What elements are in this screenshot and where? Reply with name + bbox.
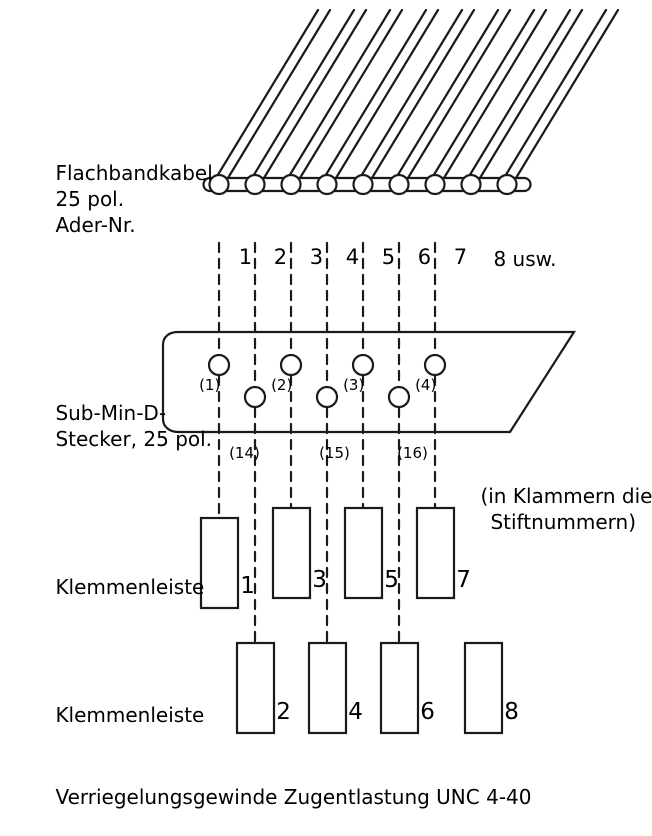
wire-number-1-text: 1 — [238, 245, 253, 269]
label-usw — [468, 220, 557, 298]
terminal-upper-7 — [427, 541, 471, 619]
label-ribbon-cable-wire-no-text: Ader-Nr. — [55, 213, 136, 237]
terminal-lower-2-text: 2 — [276, 699, 291, 725]
label-terminal-strip-upper-text: Klemmenleiste — [55, 575, 205, 599]
footer-note — [30, 758, 531, 836]
pin-number-15-text: (15) — [319, 444, 350, 462]
wire-number-2 — [247, 218, 287, 296]
terminal-upper-3-text: 3 — [312, 567, 327, 593]
label-ribbon-cable-wire-no — [30, 186, 136, 264]
pin-number-2-text: (2) — [271, 376, 293, 394]
pin-number-4 — [396, 346, 436, 424]
pin-number-16 — [378, 414, 428, 492]
pin-number-1 — [180, 346, 220, 424]
terminal-lower-8 — [475, 673, 519, 751]
label-usw-text: 8 usw. — [493, 247, 557, 271]
wire-number-3-text: 3 — [309, 245, 324, 269]
pin-number-14-text: (14) — [229, 444, 260, 462]
terminal-lower-8-text: 8 — [504, 699, 519, 725]
label-connector-line2-text: Stecker, 25 pol. — [55, 427, 213, 451]
terminal-lower-6-text: 6 — [420, 699, 435, 725]
wire-number-6 — [391, 218, 431, 296]
ribbon-conductor-ends — [210, 175, 517, 194]
pin-number-2 — [252, 346, 292, 424]
wire-number-4 — [319, 218, 359, 296]
wire-number-7 — [427, 218, 467, 296]
bracket-note-line2 — [465, 483, 636, 561]
pin-number-3 — [324, 346, 364, 424]
terminal-upper-7-text: 7 — [456, 567, 471, 593]
wire-number-5 — [355, 218, 395, 296]
terminal-upper-5-text: 5 — [384, 567, 399, 593]
terminal-lower-2 — [247, 673, 291, 751]
wire-number-4-text: 4 — [345, 245, 360, 269]
pin-number-1-text: (1) — [199, 376, 221, 394]
pin-number-4-text: (4) — [415, 376, 437, 394]
wire-number-2-text: 2 — [273, 245, 288, 269]
terminal-lower-4 — [319, 673, 363, 751]
wire-number-5-text: 5 — [381, 245, 396, 269]
label-terminal-strip-upper — [30, 548, 204, 626]
label-ribbon-cable-poles-text: 25 pol. — [55, 187, 125, 211]
pin-number-3-text: (3) — [343, 376, 365, 394]
terminal-lower-4-text: 4 — [348, 699, 363, 725]
label-terminal-strip-lower-text: Klemmenleiste — [55, 703, 205, 727]
bracket-note-line1-text: (in Klammern die — [480, 484, 652, 508]
terminal-upper-1-text: 1 — [240, 573, 255, 599]
pin-number-15 — [300, 414, 350, 492]
ribbon-cable-conductors — [216, 10, 618, 178]
wire-number-3 — [283, 218, 323, 296]
terminal-lower-6 — [391, 673, 435, 751]
label-connector-line1-text: Sub-Min-D- — [55, 401, 167, 425]
pin-number-14 — [210, 414, 260, 492]
terminal-upper-1 — [211, 547, 255, 625]
pin-number-16-text: (16) — [397, 444, 428, 462]
label-terminal-strip-lower — [30, 676, 204, 754]
wire-number-6-text: 6 — [417, 245, 432, 269]
terminal-upper-3 — [283, 541, 327, 619]
terminal-upper-5 — [355, 541, 399, 619]
label-ribbon-cable-text: Flachbandkabel — [55, 161, 213, 185]
footer-note-text: Verriegelungsgewinde Zugentlastung UNC 4-40 — [55, 785, 532, 809]
bracket-note-line2-text: Stiftnummern) — [490, 510, 637, 534]
wire-number-7-text: 7 — [453, 245, 468, 269]
